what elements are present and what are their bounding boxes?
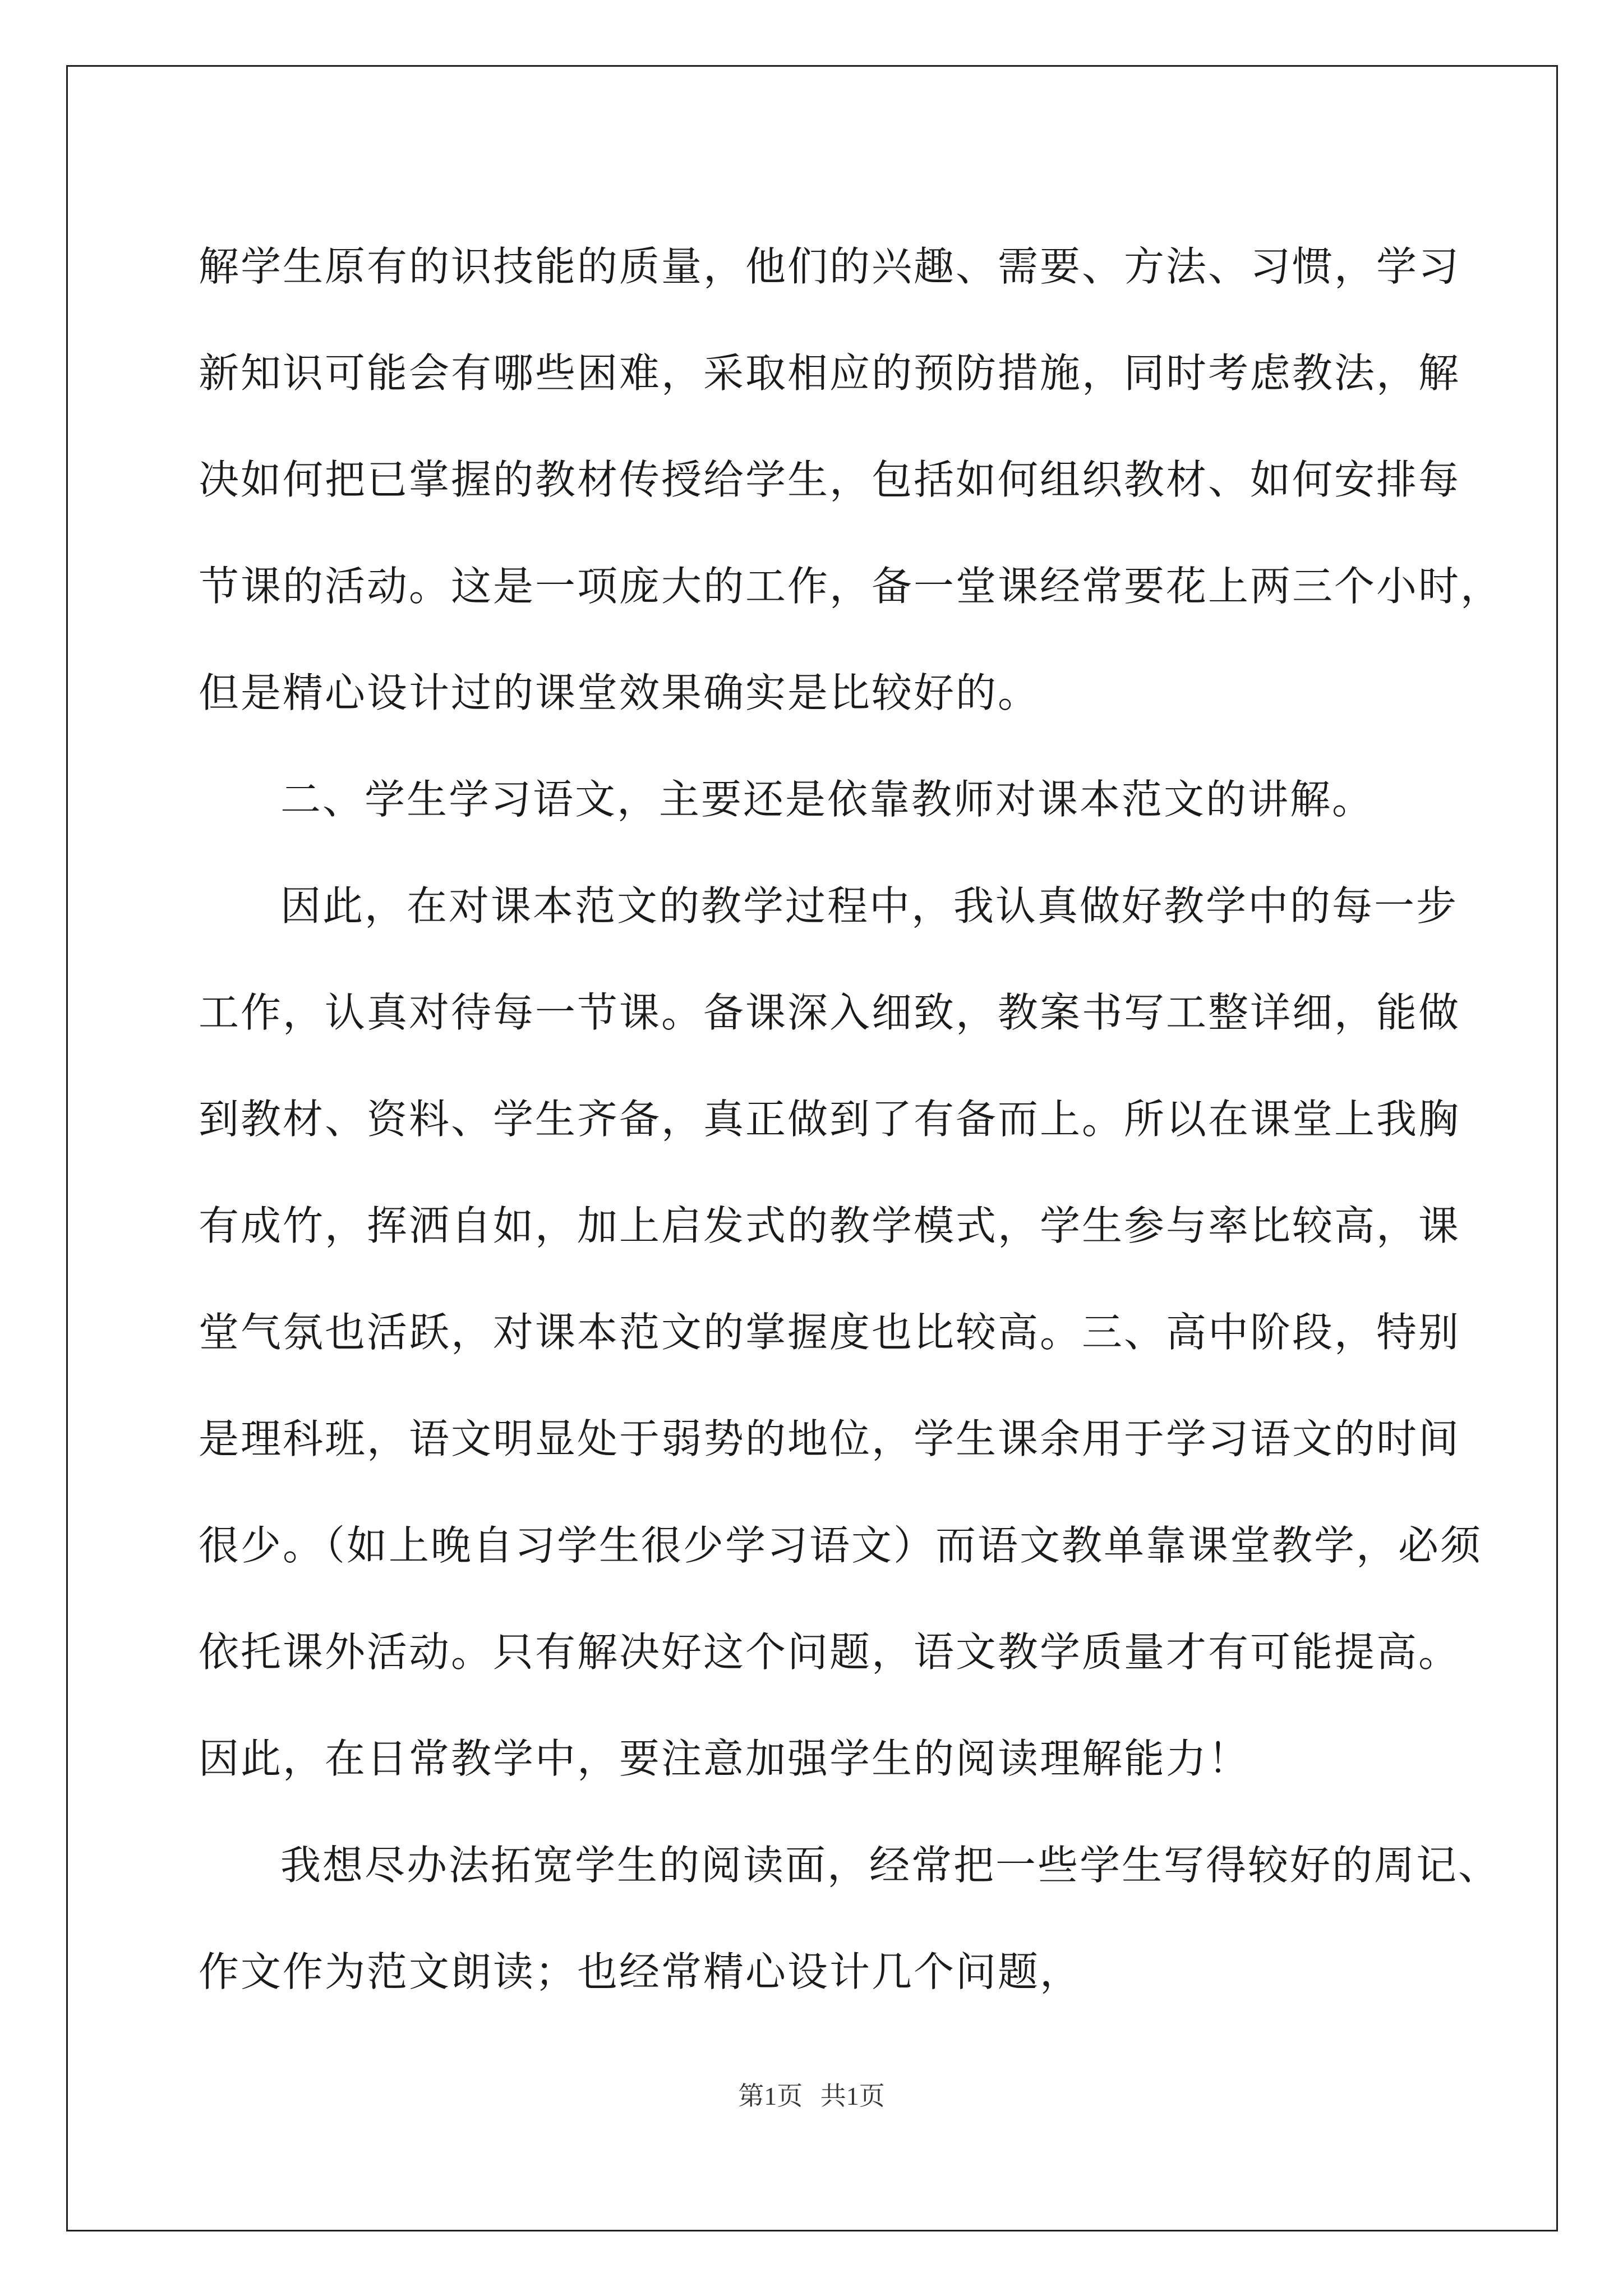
text-line: 因此，在对课本范文的教学过程中，我认真做好教学中的每一步 [280, 882, 1459, 930]
text-line: 决如何把已掌握的教材传授给学生，包括如何组织教材、如何安排每 [199, 456, 1461, 503]
text-line: 解学生原有的识技能的质量，他们的兴趣、需要、方法、习惯，学习 [199, 243, 1461, 290]
text-line: 工作，认真对待每一节课。备课深入细致，教案书写工整详细，能做 [199, 989, 1461, 1036]
text-line: 新知识可能会有哪些困难，采取相应的预防措施，同时考虑教法，解 [199, 349, 1461, 397]
page-footer [0, 2076, 1623, 2113]
text-line: 有成竹，挥洒自如，加上启发式的教学模式，学生参与率比较高，课 [199, 1202, 1461, 1249]
text-line: 因此，在日常教学中，要注意加强学生的阅读理解能力！ [199, 1735, 1251, 1782]
page-number-total: 共1页 [820, 2082, 885, 2110]
text-line: 作文作为范文朗读；也经常精心设计几个问题， [199, 1948, 1082, 1995]
text-line: 到教材、资料、学生齐备，真正做到了有备而上。所以在课堂上我胸 [199, 1096, 1461, 1143]
text-line: 很少。（如上晚自习学生很少学习语文）而语文教单靠课堂教学，必须 [199, 1522, 1483, 1569]
paragraph-heading: 二、学生学习语文，主要还是依靠教师对课本范文的讲解。 [280, 776, 1375, 823]
text-line: 堂气氛也活跃，对课本范文的掌握度也比较高。三、高中阶段，特别 [199, 1309, 1461, 1356]
text-line: 依托课外活动。只有解决好这个问题，语文教学质量才有可能提高。 [199, 1628, 1461, 1676]
document-body [199, 213, 1503, 2025]
text-line: 节课的活动。这是一项庞大的工作，备一堂课经常要花上两三个小时， [199, 563, 1503, 610]
page-number-current: 第1页 [738, 2082, 803, 2110]
text-line: 我想尽办法拓宽学生的阅读面，经常把一些学生写得较好的周记、 [280, 1842, 1501, 1889]
text-line: 但是精心设计过的课堂效果确实是比较好的。 [199, 669, 1040, 716]
text-line: 是理科班，语文明显处于弱势的地位，学生课余用于学习语文的时间 [199, 1415, 1461, 1462]
